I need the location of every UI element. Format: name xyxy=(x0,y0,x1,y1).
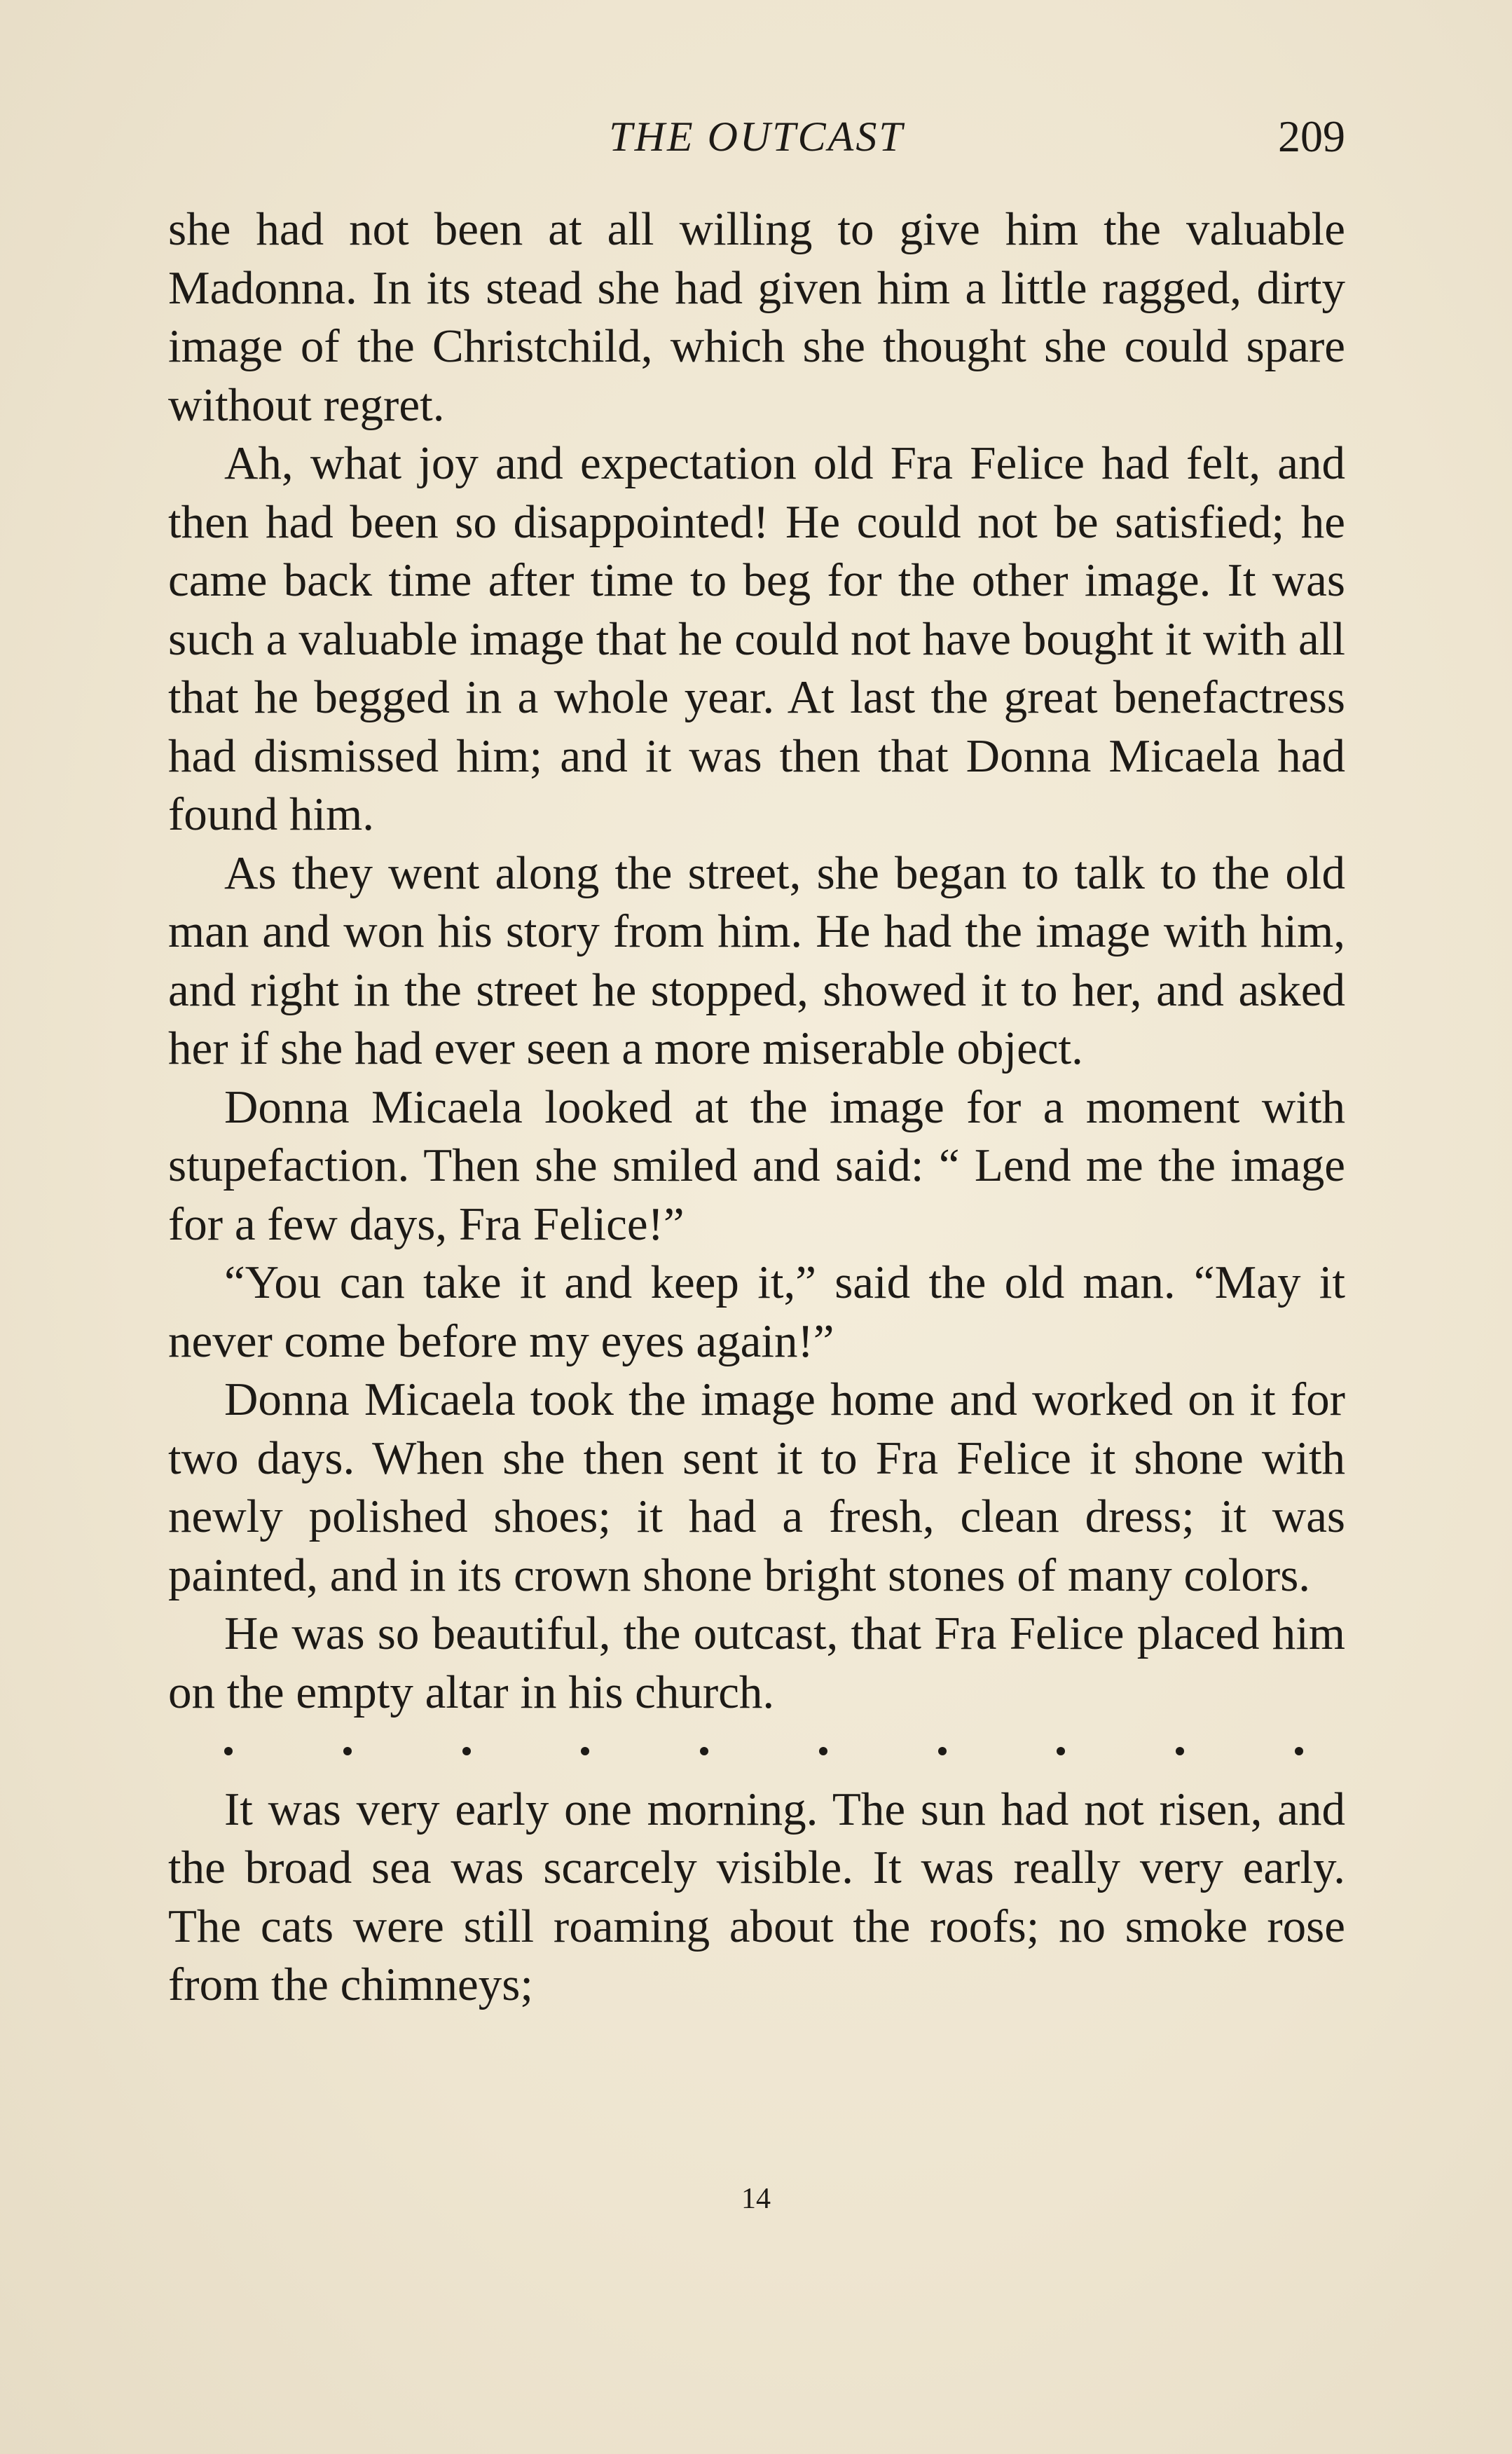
break-dot xyxy=(1176,1747,1184,1755)
break-dot xyxy=(462,1747,471,1755)
paragraph: Ah, what joy and expectation old Fra Felice had felt, and then had been so disappointed! He could not be satisfied; he came back time after time to beg for the other image. It was such a valuable image that he could not have bought it with all that he begged in a whole year. At last the great benefactress had dismissed him; and it was then that Donna Micaela had found him. xyxy=(168,437,1345,840)
paragraph: “You can take it and keep it,” said the old man. “May it never come before my eyes again!” xyxy=(168,1256,1345,1367)
break-dot xyxy=(224,1747,233,1755)
break-dot xyxy=(819,1747,827,1755)
break-dot xyxy=(343,1747,352,1755)
paragraph: He was so beautiful, the outcast, that Fra Felice placed him on the empty altar in his church. xyxy=(168,1608,1345,1718)
running-title: THE OUTCAST xyxy=(609,114,905,160)
running-header xyxy=(168,105,1345,168)
paragraph: she had not been at all willing to give him the valuable Madonna. In its stead she had given him a little ragged, dirty image of the Christchild, which she thought she could spare without regret. xyxy=(168,203,1345,431)
page-number: 209 xyxy=(1278,111,1345,161)
paragraph: Donna Micaela took the image home and worked on it for two days. When she then sent it to Fra Felice it shone with newly polished shoes; it had a fresh, clean dress; it was painted, and in its crown shone bright stones of many colors. xyxy=(168,1373,1345,1601)
signature-mark: 14 xyxy=(741,2183,771,2215)
section-break-dots xyxy=(168,1722,1345,1781)
break-dot xyxy=(581,1747,589,1755)
break-dot xyxy=(938,1747,947,1755)
break-dot xyxy=(1295,1747,1303,1755)
break-dot xyxy=(700,1747,708,1755)
body-text xyxy=(168,200,1345,2015)
paragraph: As they went along the street, she began to talk to the old man and won his story from him. He had the image with him, and right in the street he stopped, showed it to her, and asked her if she had ever seen a more miserable object. xyxy=(168,846,1345,1074)
break-dot xyxy=(1057,1747,1065,1755)
paragraph: It was very early one morning. The sun had not risen, and the broad sea was scarcely visible. It was really very early. The cats were still roaming about the roofs; no smoke rose from the chimneys; xyxy=(168,1783,1345,2010)
paragraph: Donna Micaela looked at the image for a moment with stupefaction. Then she smiled and said: “ Lend me the image for a few days, Fra Felice!” xyxy=(168,1081,1345,1250)
